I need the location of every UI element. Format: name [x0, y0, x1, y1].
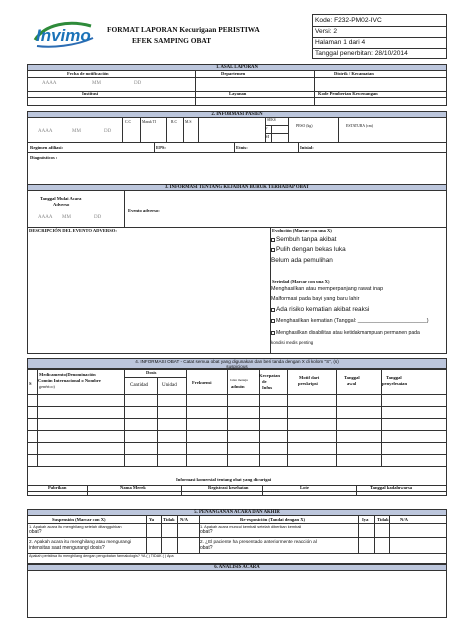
col-via-1: Jalan menuju: [230, 378, 248, 382]
q2-text-b: intensitas saat mengurangi dosis?: [29, 545, 105, 551]
col-frekuensi: Frekuensi: [192, 380, 212, 385]
col-awal-1: Tanggal: [344, 375, 360, 380]
col-peny-1: Tanggal: [386, 375, 402, 380]
patient-yyyy[interactable]: AAAA: [38, 129, 53, 134]
checkbox[interactable]: [271, 331, 275, 335]
section-3-header: 3. INFORMASI TENTANG KEJADIAN BURUK TERHADAP OBAT: [27, 184, 447, 191]
event-mm[interactable]: MM: [62, 215, 71, 220]
komersial-label: Informasi komersial tentang obat yang dicurigai: [176, 477, 272, 482]
doc-page: Halaman 1 dari 4: [315, 39, 366, 46]
evolucion-label: Evolución (Marcar con una X): [272, 228, 332, 233]
evento-adverso-label: Evento adverso:: [128, 208, 160, 213]
q3-text: Apakah peristiwa itu menghilang dengan pengobatan farmakologis? YA ( ) TIDAK ( ) Apa: [29, 554, 174, 558]
lote-label: Lote: [300, 485, 309, 490]
r1-text-b: obat?: [200, 529, 213, 535]
q2-text: 2. Apakah acara itu menghilang atau mengurangi: [29, 539, 132, 544]
section-4-header: [27, 358, 447, 369]
inisial-label: Inisial:: [300, 145, 314, 150]
evo-option-2-label: Pulih dengan bekas luka: [276, 246, 346, 253]
ser-option-3-label: Ada risiko kematian akibat reaksi: [276, 306, 370, 313]
col-s: S: [29, 381, 32, 386]
pabrikan-label: Pabrikan: [48, 485, 67, 490]
section-2-body: [27, 117, 447, 189]
nama-merek-label: Nama Merek: [120, 485, 146, 490]
na-label: N/A: [180, 517, 188, 522]
ser-option-2[interactable]: [271, 296, 359, 302]
col-kec-3: Infus: [262, 385, 273, 390]
section-5-header: 5. PENANGANAN ACARA DAN AKHIR: [27, 509, 447, 516]
etnis-label: Etnis:: [236, 145, 248, 150]
evo-option-1[interactable]: [271, 236, 336, 243]
fecha-dd[interactable]: DD: [134, 81, 142, 86]
logo-text: Invimo: [36, 26, 91, 45]
regimen-label: Regimen afiliasi:: [30, 145, 64, 150]
fecha-yyyy[interactable]: AAAA: [42, 81, 57, 86]
col-unidad: Unidad: [162, 383, 177, 388]
col-med-1: Medicamento(Denominación: [39, 372, 96, 377]
departemen-label: Departemen: [221, 71, 246, 76]
tidak-label: Tidak: [163, 517, 175, 522]
col-kec-2: de: [262, 379, 267, 384]
peso-label: PESO (kg): [296, 124, 313, 128]
tanggal-mulai-label-1: Tanggal Mulai Acara: [40, 196, 82, 201]
eps-label: EPS:: [156, 145, 166, 150]
doc-version: Versi: 2: [315, 28, 337, 35]
col-peny-2: penyelesaian: [382, 381, 408, 386]
section-1-header: 1. ASAL LAPORAN: [27, 64, 447, 71]
seks-label: SEKS: [267, 118, 276, 122]
estatura-label: ESTATURA (cm): [346, 124, 374, 128]
evo-option-2[interactable]: [271, 246, 346, 253]
descripcion-label: DESCRIPCIÓN DEL EVENTO ADVERSO:: [29, 228, 117, 233]
event-dd[interactable]: DD: [94, 215, 102, 220]
sex-f[interactable]: F: [265, 126, 268, 131]
section-4-title-2: suspicious: [226, 364, 248, 369]
ms-label: M.S: [185, 120, 192, 124]
r2-text-b: obat?: [200, 545, 213, 551]
fecha-label: Fecha de notificación: [67, 71, 109, 76]
col-via-2: admón: [231, 384, 245, 389]
kode-pemberian-label: Kode Pemberian Kewenangan: [318, 91, 378, 96]
title-line-1: FORMAT LAPORAN Kecurigaan PERISTIWA: [107, 25, 260, 34]
ser-option-5-label: Menghasilkan disabilitas atau ketidakmampuan permanen pada: [276, 330, 420, 336]
diagnostik-label: Diagnósticos :: [30, 155, 58, 160]
suspension-label: Suspensión (Marcar con X): [52, 517, 106, 522]
registrasi-label: Registrasi kesehatan: [208, 485, 249, 490]
ser-option-2-label: Malformasi pada bayi yang baru lahir: [271, 296, 360, 302]
ser-option-6-label: kondisi medis penting: [271, 340, 314, 345]
ser-option-3[interactable]: [271, 306, 369, 313]
tanggal-mulai-label-2: Adverso: [53, 202, 70, 207]
r1-text: 1. Apakah acara muncul kembali setelah diberikan kembali: [200, 524, 302, 529]
ser-option-4-label: Menghasilkan kematian (Tanggal: _______________________): [276, 318, 429, 324]
fecha-mm[interactable]: MM: [92, 81, 101, 86]
reexposicion-label: Re-exposición (Tandai dengan X): [240, 517, 306, 522]
checkbox[interactable]: [271, 319, 275, 323]
r2-text: 2. ¿El paciente ha presentado anteriormente reacción al: [200, 539, 317, 544]
evo-option-1-label: Sembuh tanpa akibat: [276, 236, 337, 243]
sex-m[interactable]: M: [265, 134, 270, 139]
iya-label: Iya: [362, 517, 369, 522]
doc-code: Kode: F232-PM02-IVC: [315, 17, 382, 24]
ser-option-6[interactable]: [271, 340, 313, 346]
col-motif-2: preskripsi: [298, 381, 318, 386]
col-motif-1: Motif dari: [299, 375, 320, 380]
layanan-label: Layanan: [229, 91, 247, 96]
institusi-label: Institusi: [82, 91, 99, 96]
doc-issue-date: Tanggal penerbitan: 28/10/2014: [315, 50, 408, 57]
title-line-2: EFEK SAMPING OBAT: [132, 36, 212, 45]
rc-label: R.C: [171, 120, 178, 124]
patient-mm[interactable]: MM: [72, 129, 81, 134]
checkbox[interactable]: [271, 248, 275, 252]
checkbox[interactable]: [271, 238, 275, 242]
col-kec-1: Kecepatan: [259, 373, 280, 378]
section-6-header: 6. ANALISIS ACARA: [27, 564, 447, 571]
section-4-title: 4. INFORMASI OBAT - Catat semua obat yang digunakan dan beri tanda dengan X di kolom "S", (s): [135, 359, 339, 364]
cc-label: C.C: [125, 120, 132, 124]
ser-option-5[interactable]: [271, 330, 420, 336]
ser-option-1-label: Menghasilkan atau memperpanjang rawat inap: [271, 286, 384, 292]
section-2-header: 2. INFORMASI PASIEN: [27, 111, 447, 118]
seriedad-label: Seriedad (Marcar con una X): [272, 279, 330, 284]
ser-option-4[interactable]: [271, 318, 429, 324]
section-6-body: [27, 570, 447, 618]
patient-dd[interactable]: DD: [104, 129, 112, 134]
distrik-label: Distrik / Kecamatan: [334, 71, 374, 76]
evo-option-3-label: Belum ada pemulihan: [271, 257, 333, 264]
tidak-label-2: Tidak: [377, 517, 389, 522]
logo: [31, 18, 97, 54]
ser-option-1[interactable]: [271, 286, 383, 292]
na-label-2: N/A: [400, 517, 408, 522]
col-awal-2: awal: [347, 381, 357, 386]
ya-label: Ya: [149, 517, 155, 522]
col-dosis: Dosis: [146, 370, 157, 375]
q1-text: 1. Apakah acara itu menghilang setelah ditangguhkan: [29, 524, 122, 529]
q1-text-b: obat?: [29, 529, 42, 535]
masuk-ti-label: Masuk TI: [142, 120, 157, 124]
event-yyyy[interactable]: AAAA: [38, 215, 53, 220]
col-med-3: genérico): [39, 384, 55, 389]
checkbox[interactable]: [271, 308, 275, 312]
evo-option-3[interactable]: [271, 257, 333, 264]
col-cantidad: Cantidad: [130, 383, 149, 388]
col-med-2: Común Internacional o Nombre: [38, 378, 101, 383]
kadaluwarsa-label: Tanggal kadaluwarsa: [370, 485, 413, 490]
